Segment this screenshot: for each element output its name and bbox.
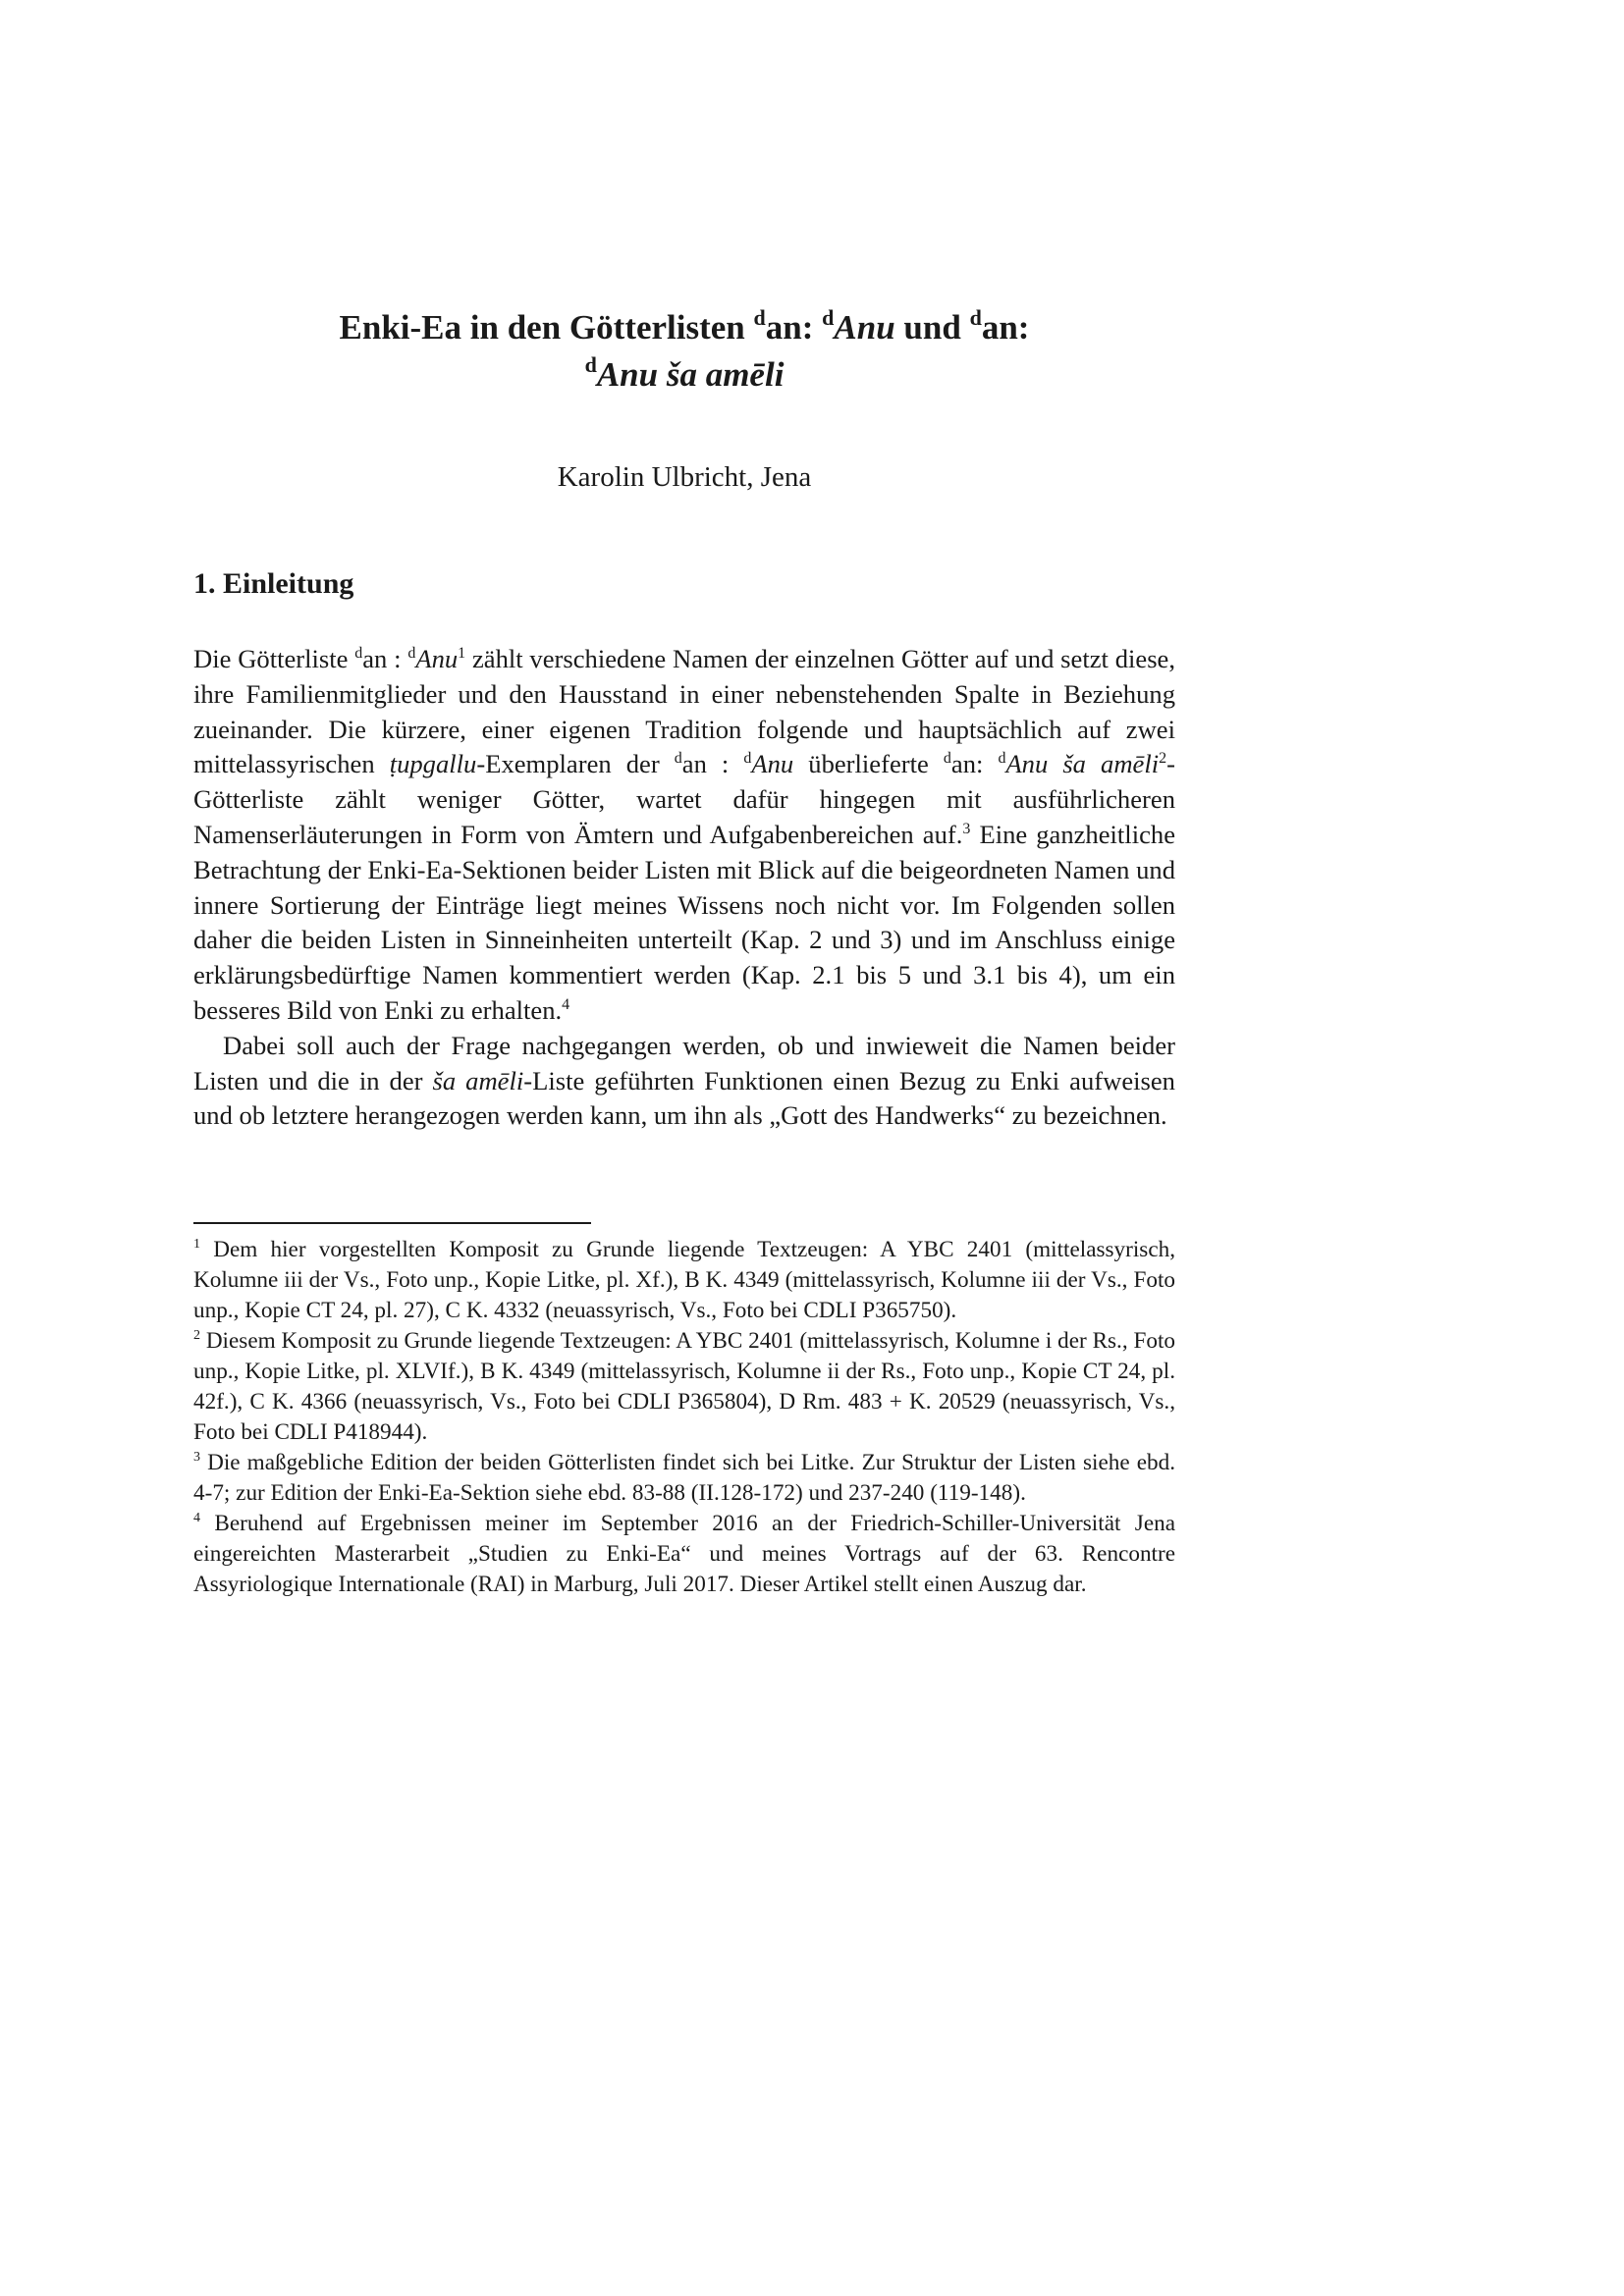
footnote-number: 3 — [193, 1450, 200, 1465]
italic-run: ša amēli — [432, 1065, 524, 1095]
footnote-number: 4 — [193, 1511, 200, 1525]
text-run: Dabei soll auch der Frage nachgegangen werden, ob und inwieweit die Namen beider Listen und die in der — [193, 1030, 1175, 1095]
text-run: an : — [362, 644, 408, 673]
title-italic: Anu — [834, 308, 895, 347]
footnote-text: Die maßgebliche Edition der beiden Götterlisten findet sich bei Litke. Zur Struktur der Listen siehe ebd. 4-7; zur Edition der Enki-Ea-Sektion siehe ebd. 83-88 (II.128-172) und 237-240 (119-148). — [193, 1450, 1175, 1506]
determinative: d — [743, 750, 752, 768]
footnote-ref[interactable]: 1 — [458, 645, 466, 662]
text-run: Die Götterliste — [193, 644, 355, 673]
title-text: Enki-Ea in den Götterlisten — [339, 308, 754, 347]
italic-run: Anu — [751, 749, 794, 779]
title-text: und — [894, 308, 970, 347]
text-run: -Liste geführten Funktionen einen Bezug zu Enki aufweisen und ob letztere herangezogen werden kann, um ihn als „Gott des Handwerks“ zu bezeichnen. — [193, 1065, 1175, 1131]
footnotes — [193, 1235, 1175, 1600]
determinative: d — [969, 305, 982, 330]
text-run: überlieferte — [793, 749, 944, 779]
paragraph — [193, 1029, 1175, 1134]
determinative: d — [998, 750, 1006, 768]
article-title — [193, 304, 1175, 399]
determinative: d — [354, 645, 363, 662]
text-run: an: — [950, 749, 999, 779]
determinative: d — [674, 750, 682, 768]
footnote-text: Beruhend auf Ergebnissen meiner im September 2016 an der Friedrich-Schiller-Universität Jena eingereichten Masterarbeit „Studien zu Enki-Ea“ und meines Vortrags auf der 63. Rencontre Assyriologique Internationale (RAI) in Marburg, Juli 2017. Dieser Artikel stellt einen Auszug dar. — [193, 1511, 1175, 1597]
footnote-1 — [193, 1235, 1175, 1326]
footnote-3 — [193, 1448, 1175, 1509]
footnote-ref[interactable]: 4 — [562, 995, 570, 1013]
italic-run: Anu ša amēli — [1005, 749, 1160, 779]
text-run: -Götterliste zählt weniger Götter, wartet dafür hingegen mit ausführlicheren Namenserläuterungen in Form von Ämtern und Aufgabenbereichen auf. — [193, 749, 1175, 849]
footnote-2 — [193, 1326, 1175, 1448]
body-text — [193, 642, 1175, 1134]
footnote-ref[interactable]: 3 — [962, 820, 971, 837]
title-text: an: — [765, 308, 823, 347]
title-italic: Anu ša amēli — [596, 355, 785, 394]
italic-run: ṭupgallu — [389, 749, 477, 779]
text-run: Eine ganzheitliche Betrachtung der Enki-Ea-Sektionen beider Listen mit Blick auf die beigeordneten Namen und innere Sortierung der Einträge liegt meines Wissens noch nicht vor. Im Folgenden sollen daher die beiden Listen in Sinneinheiten unterteilt (Kap. 2 und 3) und im Anschluss einige erklärungsbedürftige Namen kommentiert werden (Kap. 2.1 bis 5 und 3.1 bis 4), um ein besseres Bild von Enki zu erhalten. — [193, 819, 1175, 1025]
paragraph — [193, 642, 1175, 1029]
footnote-text: Dem hier vorgestellten Komposit zu Grunde liegende Textzeugen: A YBC 2401 (mittelassyrisch, Kolumne iii der Vs., Foto unp., Kopie Litke, pl. Xf.), B K. 4349 (mittelassyrisch, Kolumne iii der Vs., Foto unp., Kopie CT 24, pl. 27), C K. 4332 (neuassyrisch, Vs., Foto bei CDLI P365750). — [193, 1237, 1175, 1323]
footnote-4 — [193, 1509, 1175, 1600]
footnote-ref[interactable]: 2 — [1159, 750, 1167, 768]
footnote-separator — [193, 1222, 591, 1224]
determinative: d — [943, 750, 951, 768]
footnote-number: 2 — [193, 1328, 200, 1343]
text-run: an : — [681, 749, 744, 779]
footnote-text: Diesem Komposit zu Grunde liegende Textzeugen: A YBC 2401 (mittelassyrisch, Kolumne i der Rs., Foto unp., Kopie Litke, pl. XLVIf.), B K. 4349 (mittelassyrisch, Kolumne ii der Rs., Foto unp., Kopie CT 24, pl. 42f.), C K. 4366 (neuassyrisch, Vs., Foto bei CDLI P365804), D Rm. 483 + K. 20529 (neuassyrisch, Vs., Foto bei CDLI P418944). — [193, 1328, 1175, 1445]
author-line: Karolin Ulbricht, Jena — [557, 461, 812, 493]
section-heading: 1. Einleitung — [193, 567, 354, 600]
determinative: d — [584, 352, 597, 377]
text-run: -Exemplaren der — [476, 749, 675, 779]
italic-run: Anu — [415, 644, 459, 673]
footnote-number: 1 — [193, 1237, 200, 1252]
determinative: d — [822, 305, 835, 330]
determinative: d — [407, 645, 416, 662]
title-text: an: — [981, 308, 1030, 347]
text-run: zählt verschiedene Namen der einzelnen Götter auf und setzt diese, ihre Familienmitglieder und den Hausstand in einer nebenstehenden Spalte in Beziehung zueinander. Die kürzere, einer eigenen Tradition folgende und hauptsächlich auf zwei mittelassyrischen — [193, 644, 1175, 779]
determinative: d — [753, 305, 766, 330]
